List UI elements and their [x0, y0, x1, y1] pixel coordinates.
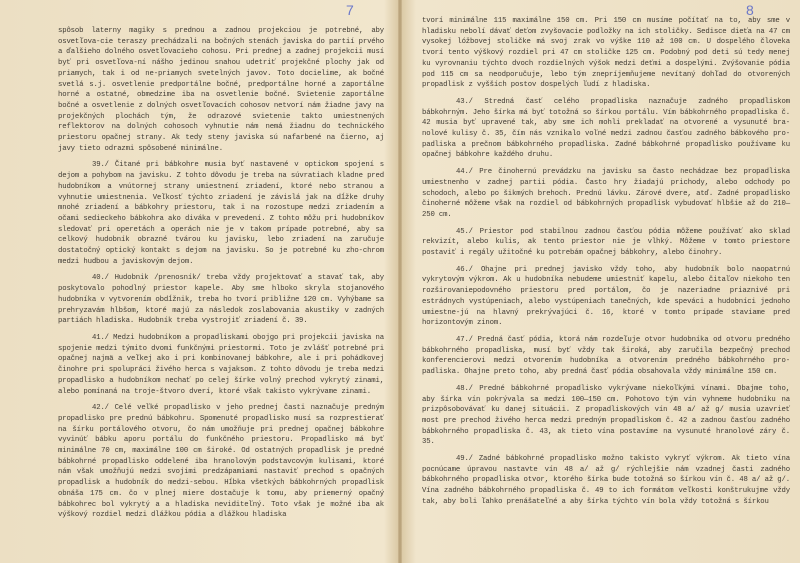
- page-fold: [398, 0, 402, 563]
- paragraph: 39./ Čitané pri bábkohre musia byť nastavené v optickom spojení s dejom a pohybom na javisku. Z tohto dôvodu je treba na súvratiach kladne pred hudobníkom a vnútornej strany umiestnení zriadení, ktoré nebo stranou a vyhnutie umiestnenia. Veľkosť týchto zriadení je závislá jak na dĺžke druhy mnohé zriadení a bábkohry priestoru, tak i na rozostupe medzi zriadením a očami sedieckeho bábkohra ako diváka v prevedení. Z tohto môžu pri hudobníkov sledovať pri operetách a operách nie je v takom prípade potrebné, aby sa celkový hudobník obrazné tvárou ku javisku, lebo zriadení na zaručuje dostatočný optický kontakt s dejom na javisku. So je potrebné ku zho-chrom medzi hudbou a javiskovým dejom.: [58, 161, 384, 266]
- right-page: [404, 0, 800, 563]
- paragraph: 47./ Predná časť pódia, ktorá nám rozdeľuje otvor hudobníka od otvoru predného bábkohrného propadliska, musí byť vždy tak široká, aby zaručila bezpečný prechod konferencierovi medzi otvorením hudobníka a otvorením predného bábkohrného pro-padliska. Ohajne preto toho, aby predná časť pódia obsahovala vždy minimálne 150 cm.: [422, 335, 790, 377]
- paragraph: tvorí minimálne 115 maximálne 150 cm. Pri 150 cm musíme počítať na to, aby sme v hladisku nebolí dávať deťom zvyšovacie podložky na ich stoličky. Sedisce dieťa na 47 cm vysokej lóžbovej stoličke má svoj zrak vo výške 110 až 100 cm. U dospelého človeka tvorí tento výškový rozdiel pri 47 cm stoličke 125 cm. Podobný pod deti sú tedy menej ku vyrovnaniu týchto dvoch rozdielných výšok medzi deťmi a dospelými. Zvýšovanie pódia pod 115 cm sa neodporučuje, lebo tým znepríjemňujeme nevítaný dohľad do otvorených propadlisk z vyšších postov dospelých ľudí z hladiska.: [422, 17, 790, 90]
- page-number-left: 7: [346, 2, 354, 18]
- paragraph: 48./ Predné bábkohrné propadlisko vykrývame niekoľkými vínami. Dbajme toho, aby šírka vín pokrývala sa medzi 100—150 cm. Pohotovo tým vín vyhneme hudobníku na prizpôsobovávať ku danej situácii. Z propadliskových vín 48 a/ až g/ musia uzavrieť most pre prechod živého herca medzi predným propadliskom č. 42 a zadnou časťou zadného bábkohrného propadliska č. 43, ak tieto vína postavíme na vysunuté hranolové záry č. 35.: [422, 384, 790, 447]
- paragraph: 45./ Priestor pod stabilnou zadnou časťou pódia môžeme používať ako sklad rekvizít, alebo kulis, ak tento priestor nie je vlhký. Môžeme v tomto priestore postaviť i regály užitočné ku potrebám opačnej bábkohry, alebo činohry.: [422, 227, 790, 258]
- paragraph: 42./ Celé veľké propadlisko v jeho prednej časti naznačuje predným propadlisko pre prednú bábkohru. Spomenuté propadlisko musí sa rozprestierať na šírku portálového otvoru, čo nám umožňuje pri prednej opačnej bábkohre vyvinúť bábku aporu portálu do funkčného priestoru. Propadlisko má byť minimálne 70 cm, maximálne 100 cm široké. Od ostatných propadlisk je predné bábkohrné propadlisko oddelené iba hranolovým podstavcovým kulisami, ktoré nám však umožňujú medzi svojimi predzápamiami nastaviť prechod s opačných propadlisk a hudobník do medzi-sebou. Hĺbka všetkých bábkohrných propadlisk obnáša 175 cm. čo v plnej miere dostačuje k tomu, aby priemerný opačný bábkohrec bol vykrytý a a hladiska neviditeľný. Toto však je možné iba ak výškový rozdiel medzi dlážkou pódia a dlážkou hladiska: [58, 404, 384, 520]
- paragraph: spôsob laterny magiky s prednou a zadnou projekciou je potrebné, aby osvetľova-cie teraszy prechádzali na bočných stenách javiska do partií prvého a ďalšieho dolného osvetľovacieho cohosu. Pri prednej a zadnej projekcii musí byť pri osvetľova-ní nášho jedinou snahou udetriť projekčné plochy jak od priamych, tak i od ne-priamych svetelných javov. Toto docielime, ak bočné svetlá s.j. osvetlenie predportálne bočné, predportálne horné a zaportálne horné a ostatné, obmedzime iba na osvetlenie bočné. Svietenie zaportálne bočné a osvetlenie z dolných osvetľovacích cohosov netvorí nám žiadne javy na projekčných plochách tým, že odrazové svietenie takto umiestnených reflektorov na dolných cohosoch vyhnutie nám nemá žiadnu do technického priestoru opačnej strany. Ak tedy steny javiska sú nafarbené na čierno, aj javy tieto odrazmi spôsobené minimálne.: [58, 27, 384, 153]
- paragraph: 40./ Hudobnik /prenosník/ treba vždy projektovať a stavať tak, aby poskytovalo pohodlný priestor kapele. Aby sme hlboko skryla stojanového hudobníka v vytvorením obdĺžnik, treba ho tvorí približne 120 cm. Vyhýbame sa prehryzavám hlbšom, ktoré majú za následok zoslabovania akustiky v zadných partiách hladiska. Hudobník treba vystrojiť zriadení č. 39.: [58, 274, 384, 326]
- paragraph: 46./ Ohajne pri prednej javisko vždy toho, aby hudobník bolo naopatrnú vykrytovým výkrom. Ak u hudobníka nebudeme umiestniť kapelu, alebo čitaľov niekoho ten rozširovaniepodovného priestoru pred portálom, čo je nazeriadne priaznivé pri estrádnych vystúpeniach, alebo vystúpeniach tanečných, kde speváci a hudobníci jednoho umiestne-jú na hlavný prekrývajúci č. 16, ktoré v tomto prípade staviame pred horizontovým zinom.: [422, 265, 790, 328]
- left-page: [0, 0, 396, 563]
- page-number-right: 8: [746, 2, 754, 18]
- paragraph: 44./ Pre činohernú prevádzku na javisku sa často nechádzae bez propadliska umiestnenho v zadnej partii pódia. Často hry žiadajú prichody, alebo odchody po schodoch, alebo po šikmých brehoch. Prednú lávku. Zárové dvere, atď. Zadné propadlisko činoherné môžeme však na rozdiel od bábkohrných propadlisk vybudovať hlbšie až do 210—250 cm.: [422, 168, 790, 219]
- paragraph: 49./ Zadné bábkohrné propadlisko možno takisto vykryť výkrom. Ak tieto vína pocnúcame úpravou nastavte vín 48 a/ až g/ rýchlejšie nám vzadnej časti zadného bábkohrného propadliska otvor, ktorého šírka bude totožná so šírkou vín č. 48 a/ až g/. Vína zadného bábkohrného propadliska č. 49 to ich formátom veľkosti konštrukujme vždy tak, aby boli ľahko prenášateľné a aby šírka týchto vín bola vždy totožná s šírkou: [422, 455, 790, 506]
- paragraph: 43./ Stredná časť celého propadliska naznačuje zadného propadliskom bábkohrným. Jeho šírka má byť totožná so šírkou portálu. Vím bábkohrného propadliska č. 42 musia byť upravené tak, aby sme ich mohli prekladať na otvorené a vysunuté bra-nolové kulisy č. 35, čím nás vznikalo voľné medzi zadnou časťou zadného bábkového pro-padliska a prečnom bábkohrného propadliska. Zadné bábkohrné propadlisko používame ku opačnej bábkohre každého druhu.: [422, 97, 790, 160]
- paragraph: 41./ Medzi hudobníkom a propadliskami obojgo pri projekcii javiska na spojenie medzi týmito dvomi funkčnými priestormi. Toto je zvlášť potrebné pri opačnej najmä a veľkej ako i pri kombinovanej bábkohre, ale i pri pohádkovej činohre pri spolupráci živého herca s vajaksom. Z tohto dôvodu je treba medzi propadlisko a hudobníkom nechať po celej šírke volný prechod vykrytý zinami, alebo pomínaná na troje-štvoro dverí, ktoré však takisto vykrývame zinami.: [58, 333, 384, 396]
